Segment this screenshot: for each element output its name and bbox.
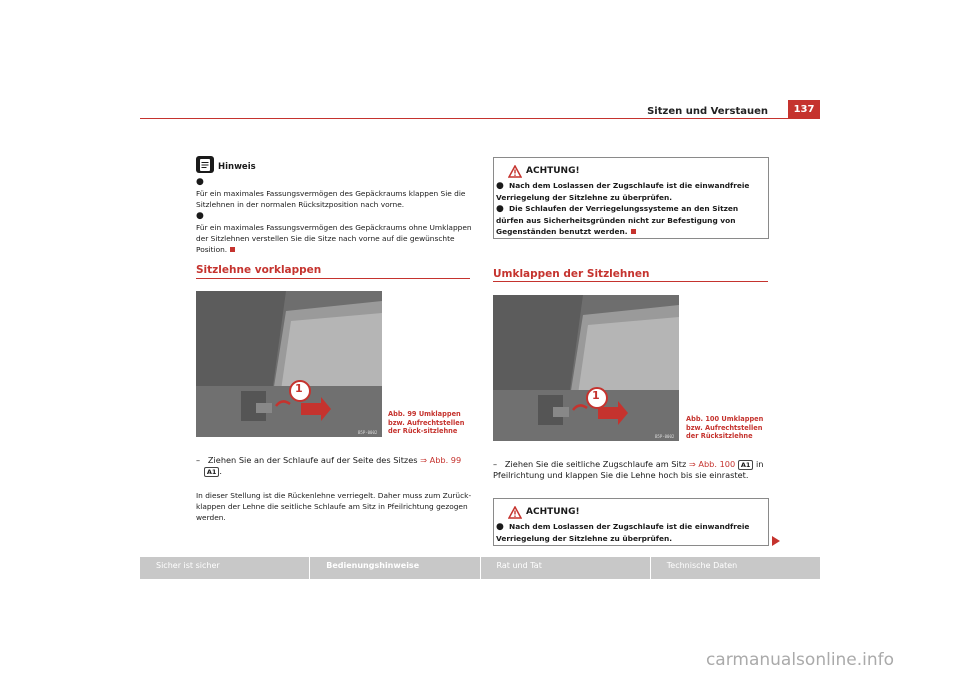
note-title: Hinweis	[218, 162, 256, 172]
footer-tab-sicher[interactable]: Sicher ist sicher	[140, 557, 310, 579]
figure-caption: Abb. 99 Umklappen bzw. Aufrechtstellen der Rück-sitzlehne	[388, 410, 465, 435]
figure-code: B5P-0002	[655, 434, 675, 439]
callout-number: 1	[295, 382, 303, 395]
figure-abb-100	[493, 295, 679, 441]
warning-bullet: ● Nach dem Loslassen der Zugschlaufe ist die einwandfreie Verriegelung der Sitzlehne zu überprüfen.	[496, 181, 750, 202]
warning-title: ACHTUNG!	[526, 166, 580, 176]
next-page-arrow-icon[interactable]	[772, 536, 780, 546]
figure-link[interactable]: ⇒ Abb. 99	[420, 455, 462, 465]
warning-title: ACHTUNG!	[526, 507, 580, 517]
figure-abb-99	[196, 291, 382, 437]
warning-box-bottom	[493, 498, 769, 546]
end-marker	[230, 247, 235, 252]
figure-link[interactable]: ⇒ Abb. 100	[688, 459, 736, 469]
figure-code: B5P-0002	[358, 430, 378, 435]
footer-tab-technik[interactable]: Technische Daten	[666, 561, 738, 570]
warning-bullet: ● Nach dem Loslassen der Zugschlaufe ist die einwandfreie Verriegelung der Sitzlehne zu überprüfen.	[496, 522, 750, 543]
watermark: carmanualsonline.info	[705, 650, 895, 670]
instruction-step: – Ziehen Sie die seitliche Zugschlaufe am Sitz ⇒ Abb. 100 A1 in Pfeilrichtung und klappen Sie die Lehne hoch bis sie einrastet.	[493, 459, 764, 480]
instruction-step: – Ziehen Sie an der Schlaufe auf der Seite des Sitzes ⇒ Abb. 99 A1 .	[196, 455, 462, 476]
page-number: 137	[788, 100, 820, 118]
page-header-title: Sitzen und Verstauen	[647, 106, 768, 117]
end-marker	[631, 229, 636, 234]
section-divider	[493, 281, 768, 282]
section-divider	[196, 278, 470, 279]
marker-a1: A1	[204, 467, 220, 477]
note-bullet: ● Für ein maximales Fassungsvermögen des Gepäckraums klappen Sie die Sitzlehnen in der normalen Rücksitzposition nach vorne.	[196, 177, 466, 209]
paragraph: In dieser Stellung ist die Rückenlehne verriegelt. Daher muss zum Zurück-klappen der Lehne die seitliche Schlaufe am Sitz in Pfeilrichtung gezogen werden.	[196, 491, 472, 522]
section-title-umklappen: Umklappen der Sitzlehnen	[493, 268, 650, 280]
warning-body	[496, 521, 766, 544]
note-icon	[196, 156, 214, 173]
note-bullet: ● Für ein maximales Fassungsvermögen des Gepäckraums ohne Umklappen der Sitzlehnen verstellen Sie die Sitze nach vorne auf die gewünschte Position.	[196, 211, 472, 254]
footer-tab-rat[interactable]: Rat und Tat	[481, 557, 651, 579]
callout-number: 1	[592, 389, 600, 402]
section-title-sitzlehne-vorklappen: Sitzlehne vorklappen	[196, 264, 322, 276]
note-body	[196, 176, 472, 255]
footer-tab-bedienung[interactable]: Bedienungshinweise	[310, 557, 480, 579]
warning-body	[496, 180, 766, 237]
footer-nav	[140, 557, 820, 579]
figure-caption: Abb. 100 Umklappen bzw. Aufrechtstellen der Rücksitzlehne	[686, 415, 764, 440]
warning-bullet: ● Die Schlaufen der Verriegelungssysteme an den Sitzen dürfen aus Sicherheitsgründen nicht zur Befestigung von Gegenständen benutzt werden.	[496, 204, 739, 236]
warning-box-top	[493, 157, 769, 239]
marker-a1: A1	[738, 460, 754, 470]
header-divider	[140, 118, 820, 119]
